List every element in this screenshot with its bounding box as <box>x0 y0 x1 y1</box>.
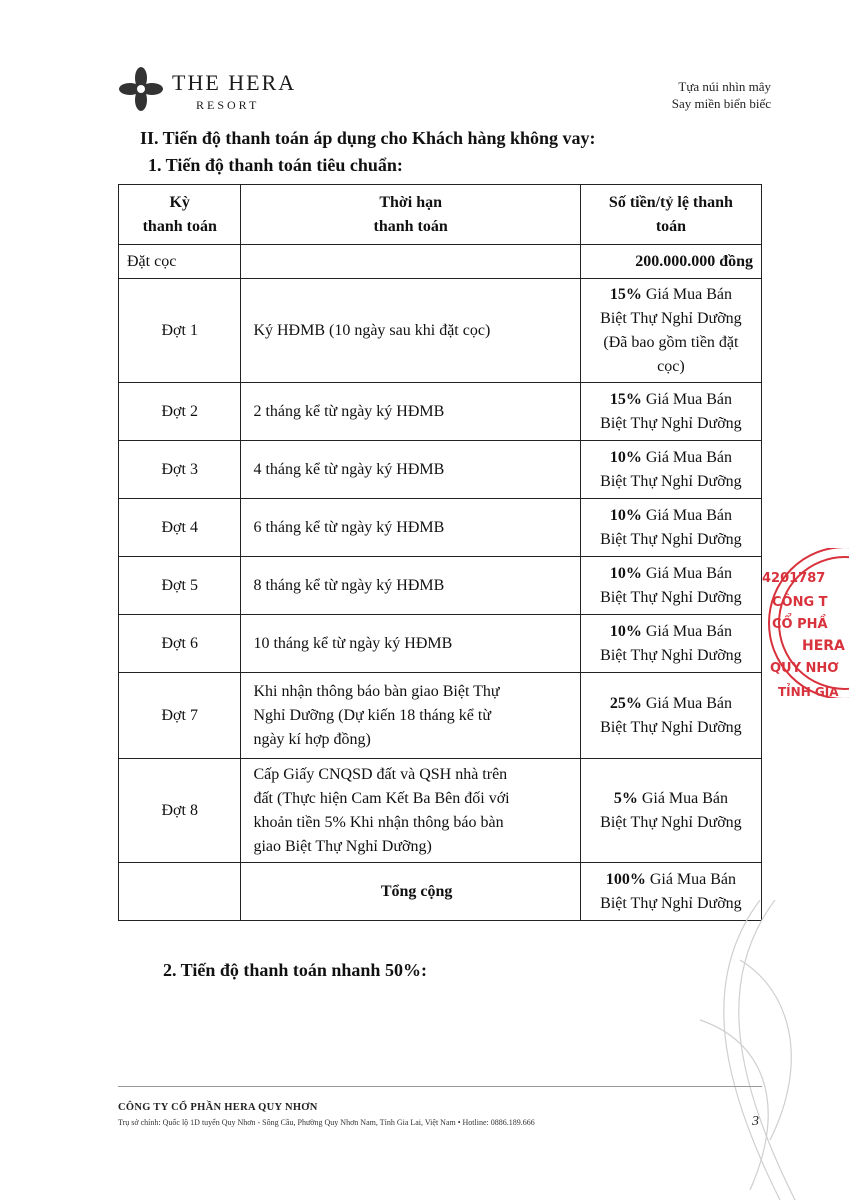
percent-value: 5% <box>613 789 638 807</box>
term-line: 10 tháng kể từ ngày ký HĐMB <box>253 634 453 652</box>
table-row <box>119 557 762 615</box>
percent-value: 10% <box>609 564 642 582</box>
term-cell <box>241 673 580 759</box>
rate-text: Giá Mua Bán <box>645 448 733 466</box>
stamp-line-3: HERA <box>802 638 845 654</box>
rate-line: (Đã bao gồm tiền đặt <box>603 333 739 351</box>
rate-text: Giá Mua Bán <box>645 694 733 712</box>
total-empty-cell <box>119 863 241 921</box>
hera-resort-logo <box>118 66 358 122</box>
term-line: 6 tháng kể từ ngày ký HĐMB <box>253 518 445 536</box>
deposit-amount: 200.000.000 đồng <box>580 245 761 279</box>
slogan-line-2: Say miền biển biếc <box>671 96 771 111</box>
term-line: khoản tiền 5% Khi nhận thông báo bàn <box>253 813 504 831</box>
total-rate-line: Biệt Thự Nghỉ Dưỡng <box>600 894 742 912</box>
deposit-term-empty <box>241 245 580 279</box>
table-row <box>119 441 762 499</box>
footer-company-name: CÔNG TY CỔ PHẦN HERA QUY NHƠN <box>118 1102 318 1113</box>
rate-line: Biệt Thự Nghỉ Dưỡng <box>600 588 742 606</box>
payment-schedule-table <box>118 184 762 921</box>
term-cell <box>241 383 580 441</box>
table-row <box>119 499 762 557</box>
rate-line: Biệt Thự Nghỉ Dưỡng <box>600 472 742 490</box>
company-seal-stamp <box>760 548 849 698</box>
amount-first-line <box>581 504 761 528</box>
slogan <box>672 78 771 112</box>
header-period-line1: Kỳ <box>169 193 190 211</box>
percent-value: 10% <box>609 448 642 466</box>
brand-name: THE HERA <box>172 70 297 95</box>
table-row <box>119 279 762 383</box>
amount-cell <box>580 557 761 615</box>
amount-cell <box>580 279 761 383</box>
percent-value: 10% <box>609 622 642 640</box>
period-cell: Đợt 2 <box>119 383 241 441</box>
stamp-line-4: QUY NHƠ <box>770 661 839 676</box>
header-amount-line2: toán <box>655 217 687 235</box>
percent-value: 10% <box>609 506 642 524</box>
term-line: giao Biệt Thự Nghỉ Dưỡng) <box>253 837 432 855</box>
amount-cell <box>580 673 761 759</box>
term-line: Nghỉ Dưỡng (Dự kiến 18 tháng kể từ <box>253 706 491 724</box>
footer-address: Trụ sở chính: Quốc lộ 1D tuyến Quy Nhơn - Sông Cầu, Phường Quy Nhơn Nam, Tỉnh Gia Lai, Việt Nam • Hotline: 0886.189.666 <box>118 1118 535 1127</box>
page-number: 3 <box>752 1114 759 1129</box>
table-header-row <box>119 185 762 245</box>
stamp-line-2: CỔ PHẦ <box>772 617 828 632</box>
total-rate-text: Giá Mua Bán <box>649 870 737 888</box>
table-row <box>119 673 762 759</box>
amount-first-line <box>581 692 761 716</box>
amount-cell <box>580 499 761 557</box>
term-line: Ký HĐMB (10 ngày sau khi đặt cọc) <box>253 321 491 339</box>
amount-first-line <box>581 620 761 644</box>
total-percent: 100% <box>605 870 646 888</box>
amount-cell <box>580 383 761 441</box>
rate-line: Biệt Thự Nghỉ Dưỡng <box>600 414 742 432</box>
rate-text: Giá Mua Bán <box>645 285 733 303</box>
percent-value: 25% <box>609 694 642 712</box>
rate-text: Giá Mua Bán <box>645 390 733 408</box>
amount-first-line <box>581 283 761 307</box>
header-term <box>241 185 580 245</box>
term-line: 4 tháng kể từ ngày ký HĐMB <box>253 460 445 478</box>
amount-first-line <box>581 446 761 470</box>
section-title: II. Tiến độ thanh toán áp dụng cho Khách hàng không vay: <box>140 128 596 148</box>
table-row <box>119 759 762 863</box>
rate-text: Giá Mua Bán <box>641 789 729 807</box>
period-cell: Đợt 8 <box>119 759 241 863</box>
period-cell: Đợt 3 <box>119 441 241 499</box>
table-row <box>119 615 762 673</box>
percent-value: 15% <box>609 390 642 408</box>
amount-cell <box>580 441 761 499</box>
header-amount <box>580 185 761 245</box>
term-line: Cấp Giấy CNQSD đất và QSH nhà trên <box>253 765 508 783</box>
deposit-row <box>119 245 762 279</box>
term-cell <box>241 759 580 863</box>
header-period-line2: thanh toán <box>142 217 217 235</box>
rate-line: Biệt Thự Nghỉ Dưỡng <box>600 646 742 664</box>
term-cell <box>241 615 580 673</box>
subsection-title-standard: 1. Tiến độ thanh toán tiêu chuẩn: <box>148 155 403 175</box>
rate-text: Giá Mua Bán <box>645 622 733 640</box>
amount-cell <box>580 759 761 863</box>
lotus-logo-icon <box>118 66 164 112</box>
stamp-line-1: CÔNG T <box>772 595 828 610</box>
term-line: 8 tháng kể từ ngày ký HĐMB <box>253 576 445 594</box>
rate-text: Giá Mua Bán <box>645 564 733 582</box>
term-cell <box>241 557 580 615</box>
rate-text: Giá Mua Bán <box>645 506 733 524</box>
table-row <box>119 383 762 441</box>
term-line: ngày kí hợp đồng) <box>253 730 371 748</box>
header-term-line1: Thời hạn <box>379 193 442 211</box>
period-cell: Đợt 4 <box>119 499 241 557</box>
rate-line: Biệt Thự Nghỉ Dưỡng <box>600 813 742 831</box>
stamp-line-5: TỈNH GIA <box>778 685 839 698</box>
period-cell: Đợt 6 <box>119 615 241 673</box>
rate-line: Biệt Thự Nghỉ Dưỡng <box>600 530 742 548</box>
decorative-watermark <box>640 900 849 1200</box>
header-term-line2: thanh toán <box>373 217 448 235</box>
amount-first-line <box>581 388 761 412</box>
term-cell <box>241 441 580 499</box>
term-line: 2 tháng kể từ ngày ký HĐMB <box>253 402 445 420</box>
period-cell: Đợt 5 <box>119 557 241 615</box>
rate-line: Biệt Thự Nghỉ Dưỡng <box>600 309 742 327</box>
amount-first-line <box>581 787 761 811</box>
term-cell <box>241 279 580 383</box>
amount-first-line <box>581 562 761 586</box>
header-amount-line1: Số tiền/tỷ lệ thanh <box>608 193 733 211</box>
term-line: Khi nhận thông báo bàn giao Biệt Thự <box>253 682 500 700</box>
header-period <box>119 185 241 245</box>
term-line: đất (Thực hiện Cam Kết Ba Bên đối với <box>253 789 510 807</box>
total-first-line <box>581 868 761 892</box>
percent-value: 15% <box>609 285 642 303</box>
rate-line: cọc) <box>657 357 685 375</box>
rate-line: Biệt Thự Nghỉ Dưỡng <box>600 718 742 736</box>
slogan-line-1: Tựa núi nhìn mây <box>678 79 771 94</box>
brand-subtitle: RESORT <box>196 98 260 112</box>
subsection-title-fast: 2. Tiến độ thanh toán nhanh 50%: <box>163 960 427 980</box>
period-cell: Đợt 1 <box>119 279 241 383</box>
deposit-label: Đặt cọc <box>119 245 241 279</box>
stamp-number: 4201787 <box>762 571 826 586</box>
term-cell <box>241 499 580 557</box>
total-label: Tổng cộng <box>241 863 580 921</box>
period-cell: Đợt 7 <box>119 673 241 759</box>
amount-cell <box>580 615 761 673</box>
footer-divider <box>118 1086 762 1087</box>
